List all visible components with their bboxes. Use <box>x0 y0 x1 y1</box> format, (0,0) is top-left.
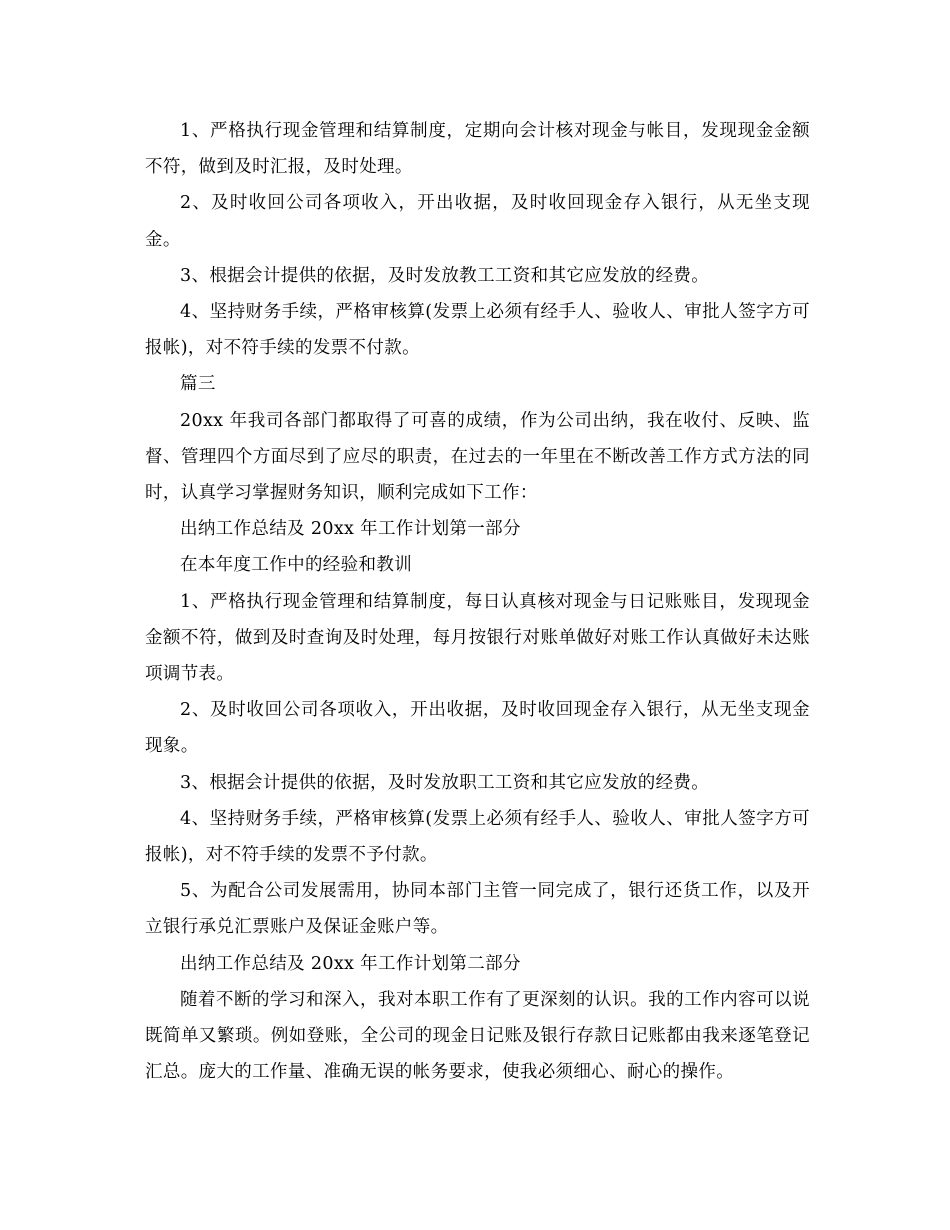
paragraph-cash-management-1: 1、严格执行现金管理和结算制度，定期向会计核对现金与帐目，发现现金金额不符，做到及时汇报，及时处理。 <box>145 121 810 178</box>
paragraph-collect-income-2: 2、及时收回公司各项收入，开出收据，及时收回现金存入银行，从无坐支现金现象。 <box>145 700 810 757</box>
paragraph-intro: 20xx 年我司各部门都取得了可喜的成绩，作为公司出纳，我在收付、反映、监督、管理四个方面尽到了应尽的职责，在过去的一年里在不断改善工作方式方法的同时，认真学习掌握财务知识，顺利完成如下工作： <box>145 410 810 504</box>
paragraph-pay-wages-2: 3、根据会计提供的依据，及时发放职工工资和其它应发放的经费。 <box>180 772 710 793</box>
section-heading-part-two: 出纳工作总结及 20xx 年工作计划第二部分 <box>180 953 521 974</box>
subheading-experience: 在本年度工作中的经验和教训 <box>180 555 413 576</box>
section-heading-part-three: 篇三 <box>180 374 216 395</box>
paragraph-pay-wages-1: 3、根据会计提供的依据，及时发放教工工资和其它应发放的经费。 <box>180 265 710 286</box>
paragraph-collect-income-1: 2、及时收回公司各项收入，开出收据，及时收回现金存入银行，从无坐支现金。 <box>145 193 810 250</box>
document-page <box>145 113 810 1090</box>
paragraph-work-content: 随着不断的学习和深入，我对本职工作有了更深刻的认识。我的工作内容可以说既简单又繁琐。例如登账，全公司的现金日记账及银行存款日记账都由我来逐笔登记汇总。庞大的工作量、准确无误的帐务要求，使我必须细心、耐心的操作。 <box>145 989 810 1083</box>
paragraph-audit-invoices-1: 4、坚持财务手续，严格审核算(发票上必须有经手人、验收人、审批人签字方可报帐)，对不符手续的发票不付款。 <box>145 302 810 359</box>
section-heading-part-one: 出纳工作总结及 20xx 年工作计划第一部分 <box>180 519 521 540</box>
paragraph-audit-invoices-2: 4、坚持财务手续，严格审核算(发票上必须有经手人、验收人、审批人签字方可报帐)，对不符手续的发票不予付款。 <box>145 808 810 866</box>
paragraph-cash-management-2: 1、严格执行现金管理和结算制度，每日认真核对现金与日记账账目，发现现金金额不符，做到及时查询及时处理，每月按银行对账单做好对账工作认真做好未达账项调节表。 <box>145 591 810 685</box>
paragraph-bank-accounts: 5、为配合公司发展需用，协同本部门主管一同完成了，银行还货工作，以及开立银行承兑汇票账户及保证金账户等。 <box>145 881 810 938</box>
